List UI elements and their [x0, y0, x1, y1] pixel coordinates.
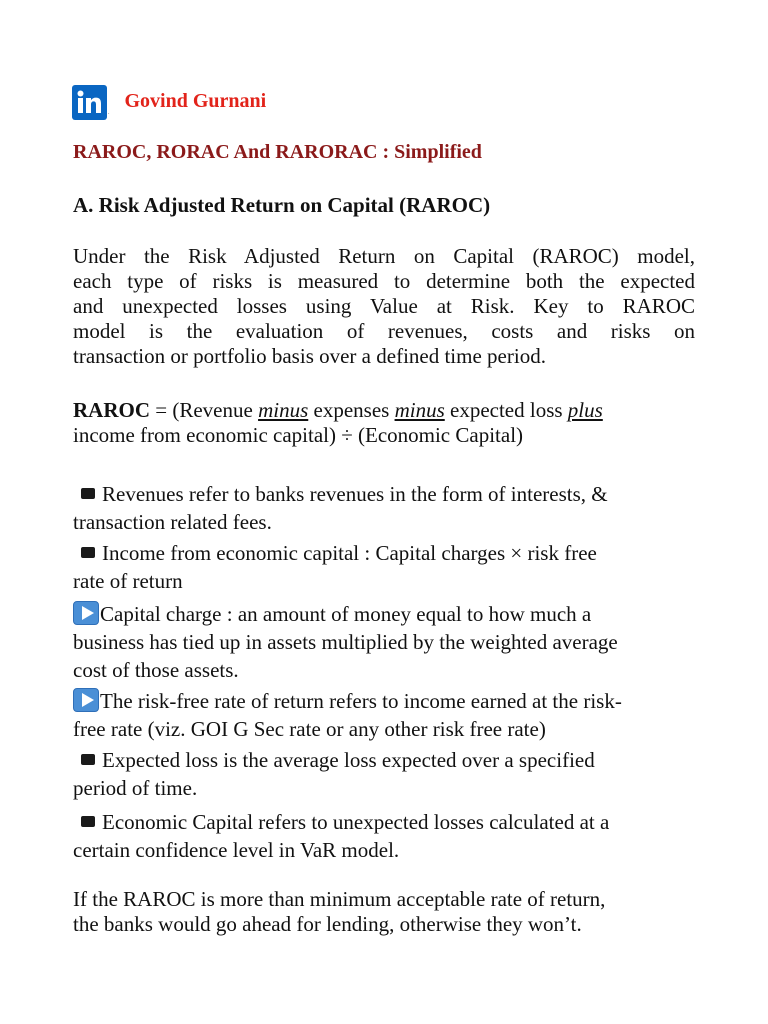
- formula-text: = (Revenue: [150, 398, 259, 422]
- list-item-text: Expected loss is the average loss expected over a specified: [102, 748, 595, 772]
- conclusion-line: the banks would go ahead for lending, otherwise they won’t.: [73, 912, 582, 936]
- list-item-line: [73, 746, 713, 774]
- intro-line: each type of risks is measured to determine both the expected: [73, 269, 695, 293]
- list-item-line: [73, 687, 713, 715]
- list-item-text: Income from economic capital : Capital charges × risk free: [102, 541, 597, 565]
- list-item-text: The risk-free rate of return refers to income earned at the risk-: [100, 689, 622, 713]
- square-bullet-icon: [81, 488, 95, 499]
- formula-operator: plus: [567, 398, 603, 422]
- list-item-income: [73, 539, 713, 595]
- formula-line-2: income from economic capital) ÷ (Economic Capital): [73, 423, 524, 447]
- list-item-risk-free-rate: [73, 687, 713, 743]
- formula-line-1: [73, 398, 713, 423]
- raroc-formula: [73, 398, 713, 448]
- list-item-capital-charge: [73, 600, 713, 684]
- list-item-text: business has tied up in assets multiplied by the weighted average: [73, 630, 618, 654]
- document-title: RAROC, RORAC And RARORAC : Simplified: [73, 141, 482, 163]
- author-row: [72, 84, 266, 120]
- play-button-icon: [73, 688, 99, 712]
- formula-text: expected loss: [444, 398, 568, 422]
- list-item-text: Economic Capital refers to unexpected losses calculated at a: [102, 810, 610, 834]
- list-item-text: Revenues refer to banks revenues in the form of interests, &: [102, 482, 608, 506]
- intro-line: Under the Risk Adjusted Return on Capital (RAROC) model,: [73, 244, 695, 268]
- list-item-line: [73, 539, 713, 567]
- conclusion-paragraph: [73, 887, 713, 937]
- list-item-text: Capital charge : an amount of money equal to how much a: [100, 602, 592, 626]
- list-item-line: [73, 600, 713, 628]
- formula-text: expenses: [308, 398, 395, 422]
- intro-line: model is the evaluation of revenues, costs and risks on: [73, 319, 695, 343]
- list-item-text: cost of those assets.: [73, 658, 239, 682]
- formula-term: RAROC: [73, 398, 150, 422]
- section-heading: A. Risk Adjusted Return on Capital (RAROC): [73, 193, 491, 217]
- list-item-text: certain confidence level in VaR model.: [73, 838, 400, 862]
- conclusion-line: If the RAROC is more than minimum acceptable rate of return,: [73, 887, 606, 911]
- play-button-icon: [73, 601, 99, 625]
- intro-line: transaction or portfolio basis over a defined time period.: [73, 344, 546, 368]
- author-name: Govind Gurnani: [124, 89, 267, 112]
- square-bullet-icon: [81, 754, 95, 765]
- linkedin-icon[interactable]: [72, 85, 107, 120]
- list-item-revenues: [73, 480, 713, 536]
- intro-line: and unexpected losses using Value at Risk. Key to RAROC: [73, 294, 695, 318]
- formula-operator: minus: [258, 398, 309, 422]
- intro-paragraph: [73, 244, 695, 369]
- list-item-economic-capital: [73, 808, 713, 864]
- list-item-text: rate of return: [73, 569, 183, 593]
- formula-operator: minus: [394, 398, 445, 422]
- list-item-expected-loss: [73, 746, 713, 802]
- list-item-text: period of time.: [73, 776, 198, 800]
- list-item-text: transaction related fees.: [73, 510, 272, 534]
- list-item-line: [73, 480, 713, 508]
- list-item-text: free rate (viz. GOI G Sec rate or any other risk free rate): [73, 717, 546, 741]
- list-item-line: [73, 808, 713, 836]
- square-bullet-icon: [81, 816, 95, 827]
- square-bullet-icon: [81, 547, 95, 558]
- registered-mark: .: [108, 110, 110, 116]
